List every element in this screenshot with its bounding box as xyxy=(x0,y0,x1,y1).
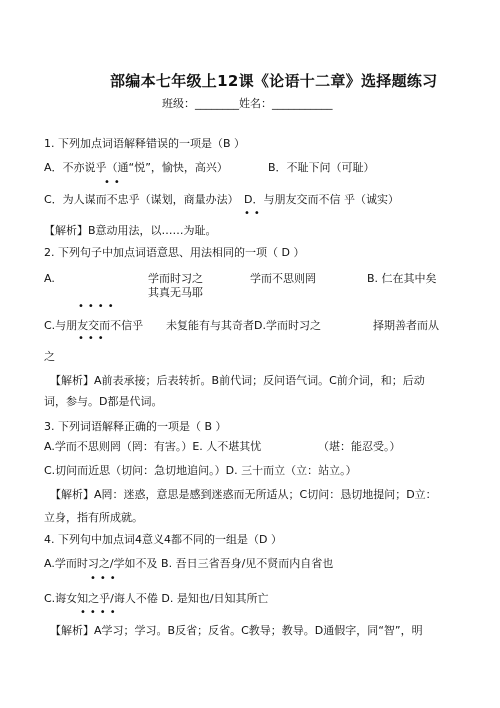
q3-line-2: C.切问而近思（切问：急切地追问。）D. 三十而立（立：站立。） xyxy=(44,464,357,477)
q2-option-b-line-2: 其真无马耶 xyxy=(148,286,203,299)
q3-stem: 3. 下列词语解释正确的一项是（ B ） xyxy=(44,420,227,433)
q4-line-1: A.学而时习之/学如不及 B. 吾日三省吾身/见不贤而内自省也 xyxy=(44,557,334,570)
q2-option-a-text: 学而时习之 xyxy=(148,272,203,285)
q1-stem: 1. 下列加点词语解释错误的一项是（B ） xyxy=(44,137,246,150)
q1-option-b: B．不耻下问（可耻） xyxy=(268,161,375,174)
q2-emphasis-dots-c: ••• xyxy=(78,333,108,344)
page-title: 部编本七年级上12课《论语十二章》选择题练习 xyxy=(110,72,438,90)
q1-option-a: A．不亦说乎（通“悦”，愉快，高兴） xyxy=(44,161,228,174)
class-name-line: 班级：________姓名：___________ xyxy=(162,97,333,110)
q2-option-c-text-2: 未复能有与其奇者D.学而时习之 xyxy=(166,319,321,332)
q1-emphasis-dots-d: •• xyxy=(244,208,264,219)
q2-analysis-line-1: 【解析】A前表承接；后表转折。B前代词；反问语气词。C前介词，和；后动 xyxy=(50,374,425,387)
q1-emphasis-dots-a: •• xyxy=(104,177,124,188)
q4-analysis: 【解析】A学习；学习。B反省；反省。C教导；教导。D通假字，同“智”，明 xyxy=(50,624,423,637)
q1-option-c: C．为人谋而不忠乎（谋划，商量办法） xyxy=(44,193,239,206)
q1-analysis: 【解析】B意动用法，以……为耻。 xyxy=(44,224,217,237)
q2-option-d-tail-2: 之 xyxy=(44,350,55,363)
q3-line-1: A.学而不思则罔（罔：有害。）E. 人不堪其忧 xyxy=(44,440,262,453)
q3-analysis-line-1: 【解析】A罔：迷惑，意思是感到迷惑而无所适从；C切问：恳切地提问；D立： xyxy=(50,488,437,501)
q3-line-1-b: （堪：能忍受。） xyxy=(318,440,401,453)
q4-emphasis-dots-2: •••• xyxy=(80,607,120,618)
q2-option-c-text: C.与朋友交而不信乎 xyxy=(44,319,144,332)
q2-option-a-text-2: 学而不思则罔 xyxy=(250,272,316,285)
q4-stem: 4. 下列句中加点词4意义4都不同的一组是（D ） xyxy=(44,533,282,546)
q2-option-d-tail: 择期善者而从 xyxy=(373,319,439,332)
q3-analysis-line-2: 立身，指有所成就。 xyxy=(44,511,143,524)
q2-analysis-line-2: 词，参与。D都是代词。 xyxy=(44,395,163,408)
q1-option-d: D．与朋友交而不信 乎（诚实） xyxy=(244,193,399,206)
q2-option-a-label: A. xyxy=(44,272,55,285)
q4-emphasis-dots-1: ••• xyxy=(90,573,120,584)
q2-option-b-line-1: B. 仁在其中矣 xyxy=(367,272,437,285)
q2-stem: 2. 下列句子中加点词语意思、用法相同的一项（ D ） xyxy=(44,246,305,259)
q2-emphasis-dots-a: •••• xyxy=(78,301,118,312)
q4-line-2: C.诲女知之乎/诲人不倦 D. 是知也/日知其所亡 xyxy=(44,592,269,605)
